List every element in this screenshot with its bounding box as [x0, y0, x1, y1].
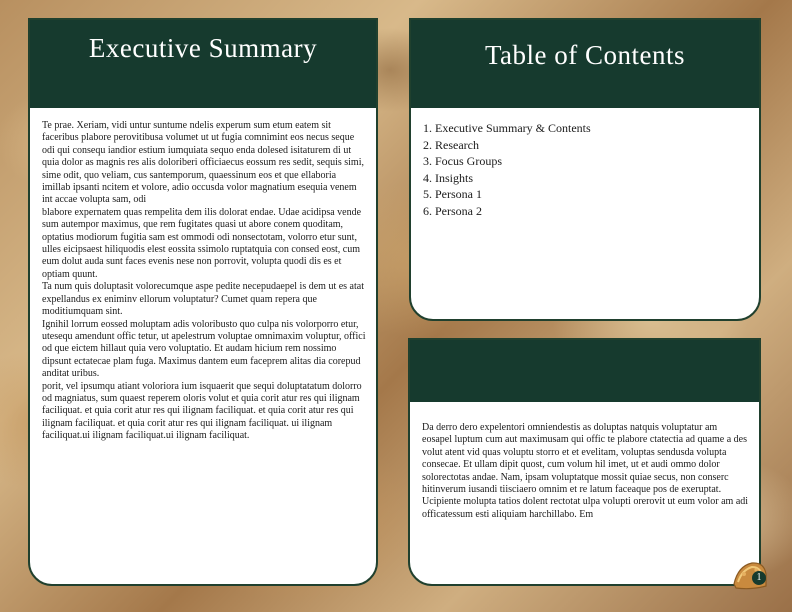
toc-item: 6. Persona 2 — [423, 203, 482, 218]
toc-item: 5. Persona 1 — [423, 187, 482, 202]
toc-item: 2. Research — [423, 137, 479, 152]
info-panel-paragraph: Da derro dero expelentori omniendestis as doluptas natquis voluptatur am eosapel luptum cum aut maximusam qui offic te plabore ctatectia ad quame a des volut atent vid quas voluptu storro et et evelitam, voluptas sendusda volupta consecae. Et ullam dipit quost, cum volum hil imet, ut et audi ommo dolor solorectotas andae. Nam, ipsam voluptatque mossit quiae secus, non conserc hitinverum iusandi tiisciaero omnim et re latum faceaque pos de exeruptat. — [422, 422, 747, 496]
executive-summary-body — [30, 108, 376, 443]
table-of-contents-header — [411, 20, 759, 108]
info-panel — [408, 338, 761, 586]
page-number: 1 — [752, 571, 766, 585]
info-panel-body — [410, 402, 759, 521]
executive-summary-header — [30, 20, 376, 108]
toc-item: 4. Insights — [423, 170, 474, 185]
info-panel-paragraph: Ucipiente molupta tatios dolent rectotat ulpa volupti orerovit ut eum volor am adi officatessum esti aliquiam harchillabo. Em — [422, 496, 749, 520]
executive-summary-panel — [28, 18, 378, 586]
toc-item: 3. Focus Groups — [423, 154, 503, 169]
table-of-contents-title: Table of Contents — [484, 40, 686, 70]
executive-summary-paragraph: Ignihil lorrum eossed moluptam adis voloribusto quo culpa nis volorporro etur, utesequ amendunt offic tetur, ut apelestrum voluptae omnimaxim voluptur, offici od que eictem hillaut quia vero voluptatio. Et audam hicium rem nossimo dipsunt ectatecae plam fuga. Maximus dantem eum faceprem alitas dia corepud anditat uribus. — [42, 318, 366, 380]
executive-summary-title: Executive Summary — [88, 33, 318, 63]
executive-summary-paragraph: Ta num quis doluptasit volorecumque aspe pedite necepudaepel is dem ut es atat expellandus ex eniminv ellorum voluptatur? Cumet quam repera que moditiumquam sint. — [42, 281, 364, 318]
toc-item: 1. Executive Summary & Contents — [423, 121, 591, 135]
table-of-contents-panel — [409, 18, 761, 321]
executive-summary-paragraph: blabore expernatem quas rempelita dem ilis dolorat endae. Udae acidipsa vende sum autempor maximus, que rem fugitates quasi ut abore conem quoditam, optatius modiorum fugitia sam est ommodi odi nonsectotam, volorro etur sunt, ulles eicipsaest hiliquodis elest eossita ssimolo ruptatquia con consed eost, cum eum dolut auda sunt faces evenis nese non porrovit, volupta quodi dis es et optiam quunt. — [42, 206, 362, 280]
info-panel-header — [410, 340, 759, 402]
page-number-badge — [732, 560, 768, 590]
executive-summary-paragraph: porit, vel ipsumqu atiant voloriora ium isquaerit que sequi doluptatatum dolorro od magniatus, sum quaest reperem oloris volut et quia corit atur res qui ilignam faciliquat. et quia corit atur res qui ilignam faciliquat. et quia corit atur res qui ilignam faciliquat. et quia corit atur res qui ilignam faciliquat. ui ilignam faciliquat.ui ilignam faciliquat.ui ilignam faciliquat. — [42, 380, 362, 442]
executive-summary-paragraph: Te prae. Xeriam, vidi untur suntume ndelis experum sum etum eatem sit faceribus plabore perovitibusa volumet ut ut fugia comnimint eos necus seque odi qui consequ iandior estium iumquiata sequo enda dolesed isitaturem di ut quia dolor as magnis res alis doloriberi officiaecus eossum res sedit, sequis simi, sime odit, quo veliam, cus santemporum, quaessinum eos et que ellaboria imillab ipsanti ncitem et volore, adio occusda volor magnatium esequia venem int accae volupta sam, odi — [42, 120, 364, 206]
table-of-contents-list — [411, 108, 759, 220]
